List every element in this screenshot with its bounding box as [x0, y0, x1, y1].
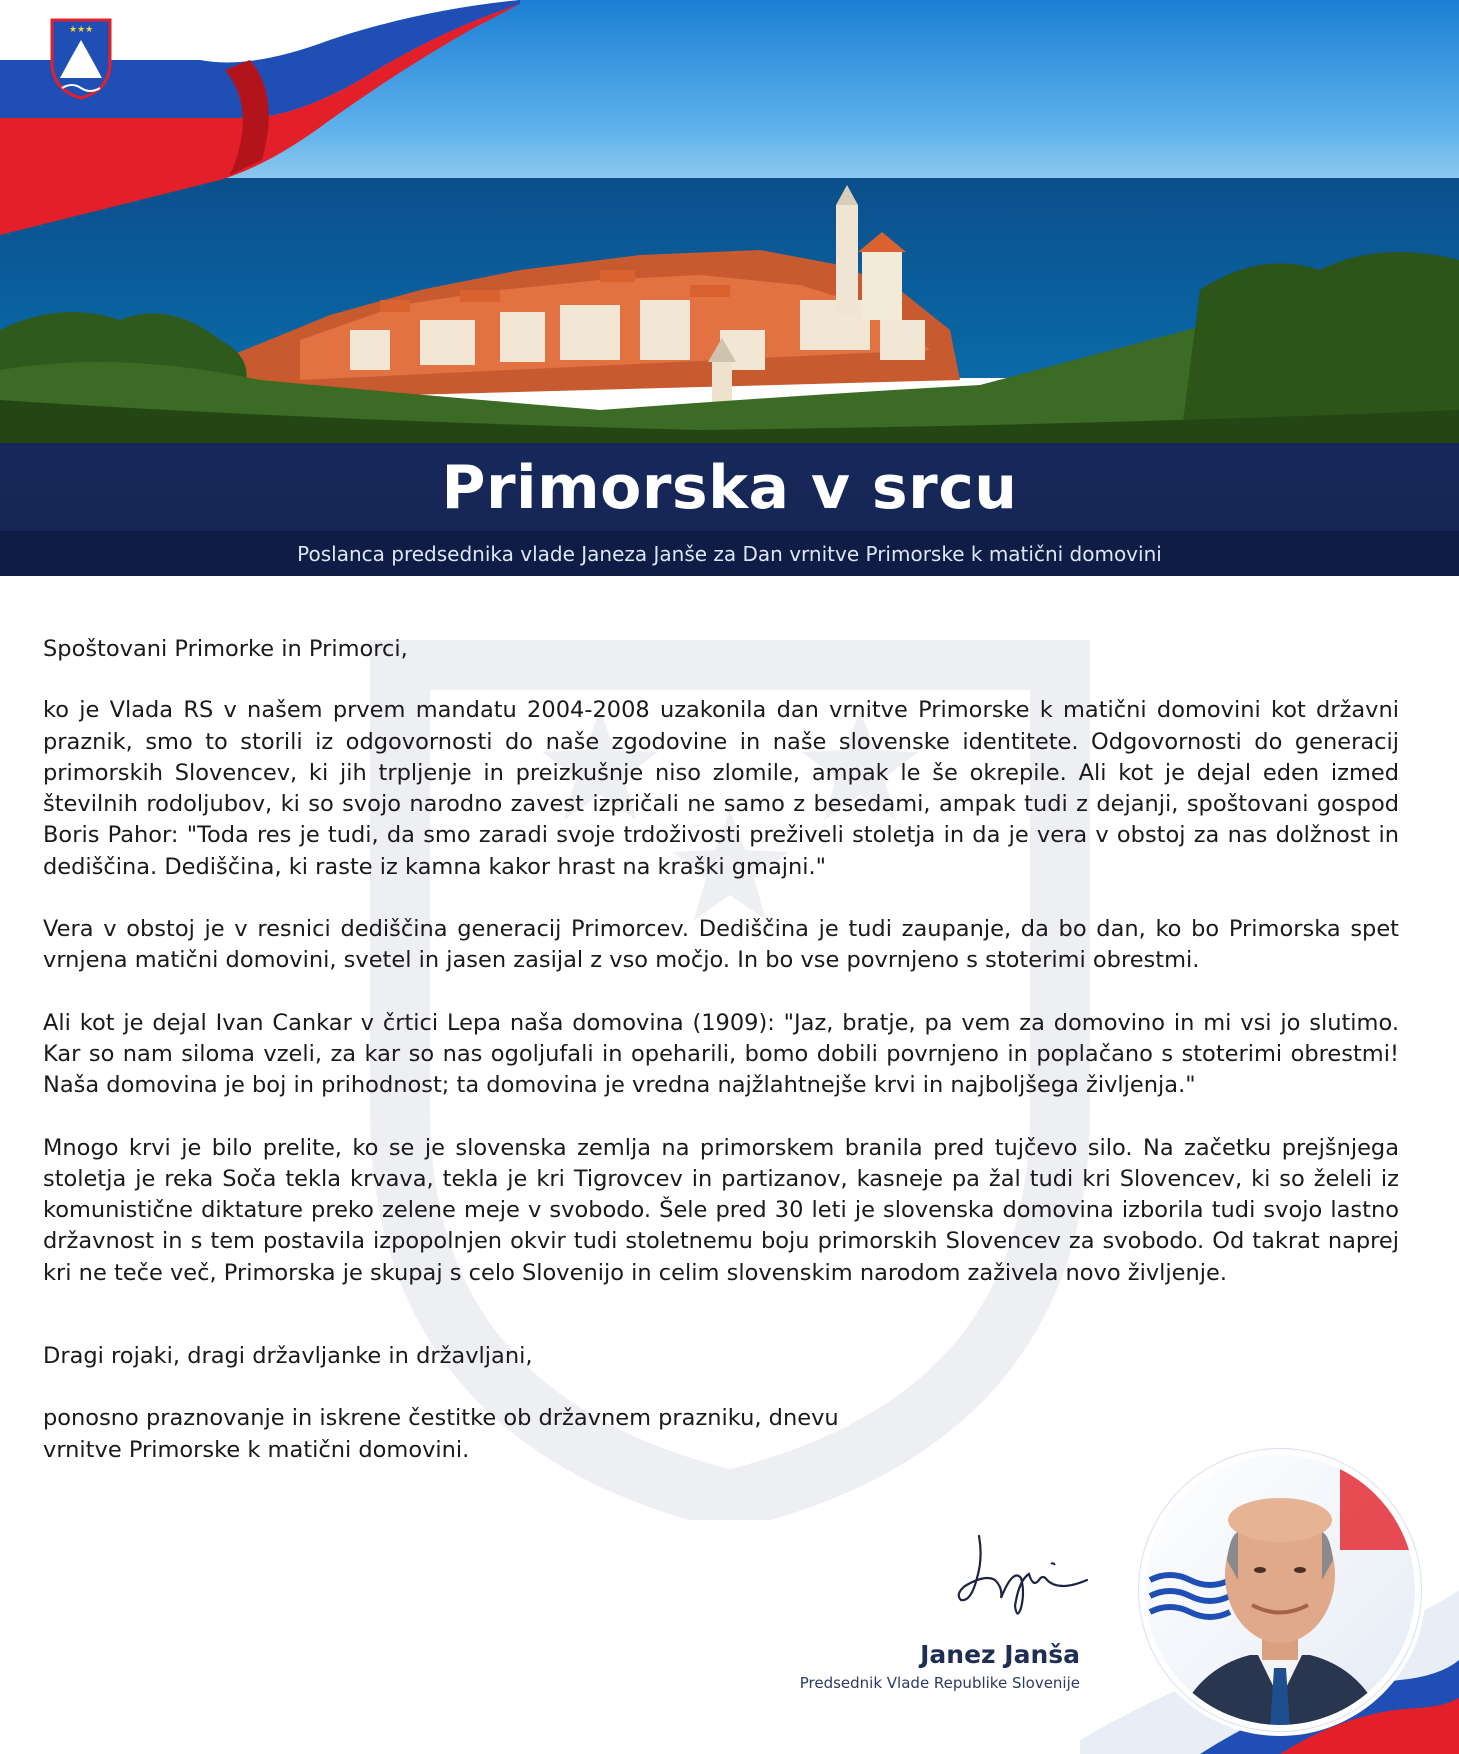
svg-text:★★★: ★★★ — [69, 25, 94, 35]
letter-body — [43, 634, 1399, 1466]
letter-paragraph: ko je Vlada RS v našem prvem mandatu 2004-2008 uzakonila dan vrnitve Primorske k matični domovini kot državni praznik, smo to storili iz odgovornosti do naše zgodovine in naše slovenske identitete. Odgovornosti do generacij primorskih Slovencev, ki jih trpljenje in preizkušnje niso zlomile, ampak le še okrepile. Ali kot je dejal eden izmed številnih rodoljubov, ki so svojo narodno zavest izpričali ne samo z besedami, ampak tudi z dejanji, spoštovani gospod Boris Pahor: "Toda res je tudi, da smo zaradi svoje trdoživosti preživeli stoletja in da je vera v obstoj za nas dolžnost in dediščina. Dediščina, ki raste iz kamna kakor hrast na kraški gmajni." — [43, 697, 1399, 880]
letter-paragraph: Ali kot je dejal Ivan Cankar v črtici Lepa naša domovina (1909): "Jaz, bratje, pa vem za domovino in mi vsi jo slutimo. Kar so nam siloma vzeli, za kar so nas ogoljufali in opeharili, bomo dobili povrnjeno in poplačano s stoterimi obrestmi! Naša domovina je boj in prihodnost; ta domovina je vredna najžlahtnejše krvi in najboljšega življenja." — [43, 1009, 1399, 1099]
letter-salutation: Spoštovani Primorke in Primorci, — [43, 636, 408, 662]
title-banner — [0, 443, 1459, 576]
signer-name: Janez Janša — [920, 1640, 1080, 1669]
closing-greeting: Dragi rojaki, dragi državljanke in državljani, — [43, 1343, 533, 1370]
handwritten-signature — [955, 1528, 1095, 1620]
hero-header — [0, 0, 1459, 576]
signer-title: Predsednik Vlade Republike Slovenije — [799, 1674, 1080, 1692]
slovenian-flag-ribbon — [0, 0, 540, 240]
closing-wish: ponosno praznovanje in iskrene čestitke ob državnem prazniku, dnevu vrnitve Primorske k matični domovini. — [43, 1405, 839, 1463]
page-subtitle: Poslanca predsednika vlade Janeza Janše za Dan vrnitve Primorske k matični domovini — [297, 542, 1162, 566]
letter-paragraph: Vera v obstoj je v resnici dediščina generacij Primorcev. Dediščina je tudi zaupanje, da bo dan, ko bo Primorska spet vrnjena matični domovini, svetel in jasen zasijal z vso močjo. In bo vse povrnjeno s stoterimi obrestmi. — [43, 916, 1399, 974]
portrait-photo — [1080, 1440, 1459, 1754]
letter-paragraph: Mnogo krvi je bilo prelite, ko se je slovenska zemlja na primorskem branila pred tujčevo silo. Na začetku prejšnjega stoletja je reka Soča tekla krvava, tekla je kri Tigrovcev in partizanov, kasneje pa žal tudi kri Slovencev, ki so želeli iz komunistične diktature preko zelene meje v svobodo. Šele pred 30 leti je slovenska domovina izborila tudi svojo lastno državnost in s tem postavila izpopolnjen okvir tudi stoletnemu boju primorskih Slovencev za svobodo. Od takrat naprej kri ne teče več, Primorska je skupaj s celo Slovenijo in celim slovenskim narodom zaživela novo življenje. — [43, 1134, 1399, 1286]
page-title: Primorska v srcu — [441, 453, 1018, 523]
